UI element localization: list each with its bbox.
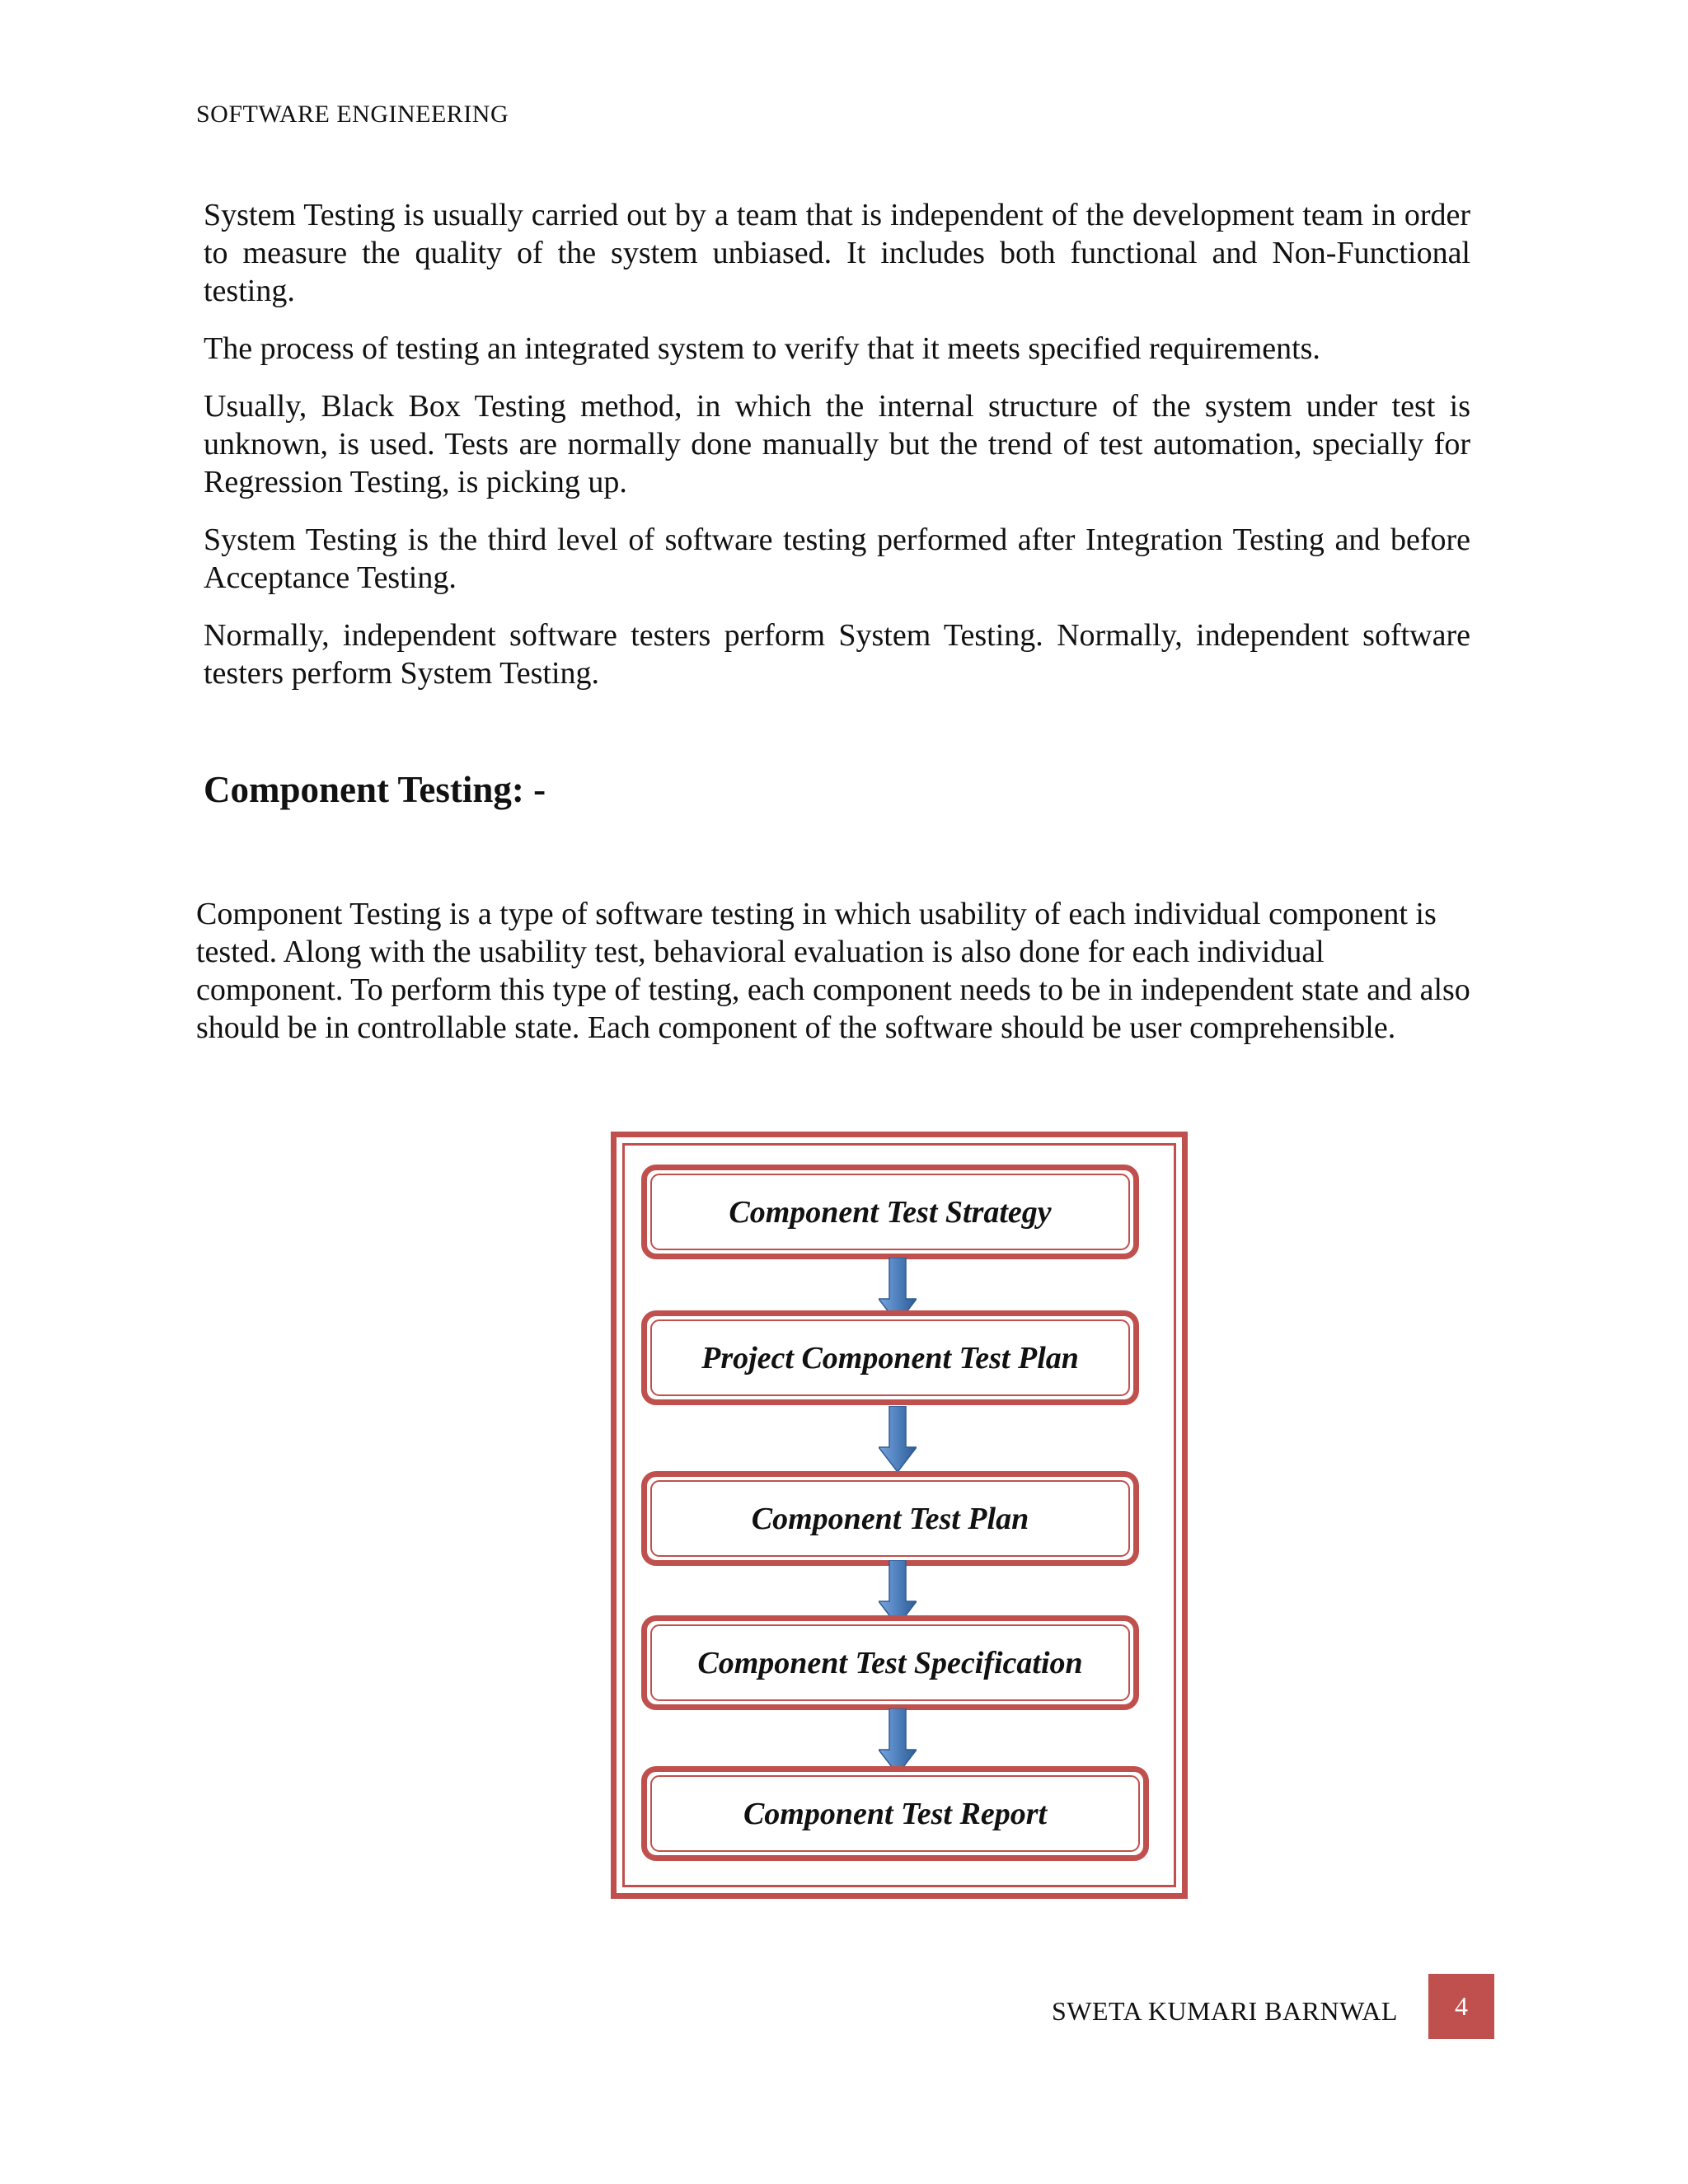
page-header: SOFTWARE ENGINEERING bbox=[196, 101, 509, 128]
paragraph-2: The process of testing an integrated system to verify that it meets specified requirements. bbox=[204, 331, 1320, 366]
paragraph-1: System Testing is usually carried out by a team that is independent of the development team in order to measure the quality of the system unbiased. It includes both functional and Non-Functional testing. bbox=[204, 198, 1470, 308]
step-box-1 bbox=[641, 1165, 1139, 1259]
section-heading: Component Testing: - bbox=[204, 769, 546, 810]
step-box-3 bbox=[641, 1471, 1139, 1566]
footer-author: SWETA KUMARI BARNWAL bbox=[1052, 1996, 1398, 2026]
component-testing-section bbox=[196, 895, 1474, 1047]
paragraph-3: Usually, Black Box Testing method, in which the internal structure of the system under test is unknown, is used. Tests are normally done manually but the trend of test automation, specially for Regression Testing, is picking up. bbox=[204, 389, 1470, 499]
page-number: 4 bbox=[1428, 1974, 1494, 2039]
component-testing-paragraph: Component Testing is a type of software testing in which usability of each individual component is tested. Along with the usability test, behavioral evaluation is also done for each individual component. To perform this type of testing, each component needs to be in independent state and also should be in controllable state. Each component of the software should be user comprehensible. bbox=[196, 897, 1470, 1045]
system-testing-section bbox=[204, 196, 1470, 712]
step-box-4 bbox=[641, 1615, 1139, 1710]
step-box-5 bbox=[641, 1766, 1149, 1861]
step-label-2: Project Component Test Plan bbox=[650, 1319, 1130, 1396]
step-label-1: Component Test Strategy bbox=[650, 1174, 1130, 1250]
flow-diagram bbox=[611, 1132, 1188, 1899]
arrow-down-icon bbox=[879, 1708, 917, 1774]
step-box-2 bbox=[641, 1310, 1139, 1405]
arrow-down-icon bbox=[879, 1406, 917, 1472]
step-label-4: Component Test Specification bbox=[650, 1624, 1130, 1701]
step-label-5: Component Test Report bbox=[650, 1775, 1140, 1852]
paragraph-4: System Testing is the third level of software testing performed after Integration Testing and before Acceptance Testing. bbox=[204, 523, 1470, 595]
paragraph-5: Normally, independent software testers perform System Testing. Normally, independent software testers perform System Testing. bbox=[204, 618, 1470, 691]
step-label-3: Component Test Plan bbox=[650, 1480, 1130, 1557]
